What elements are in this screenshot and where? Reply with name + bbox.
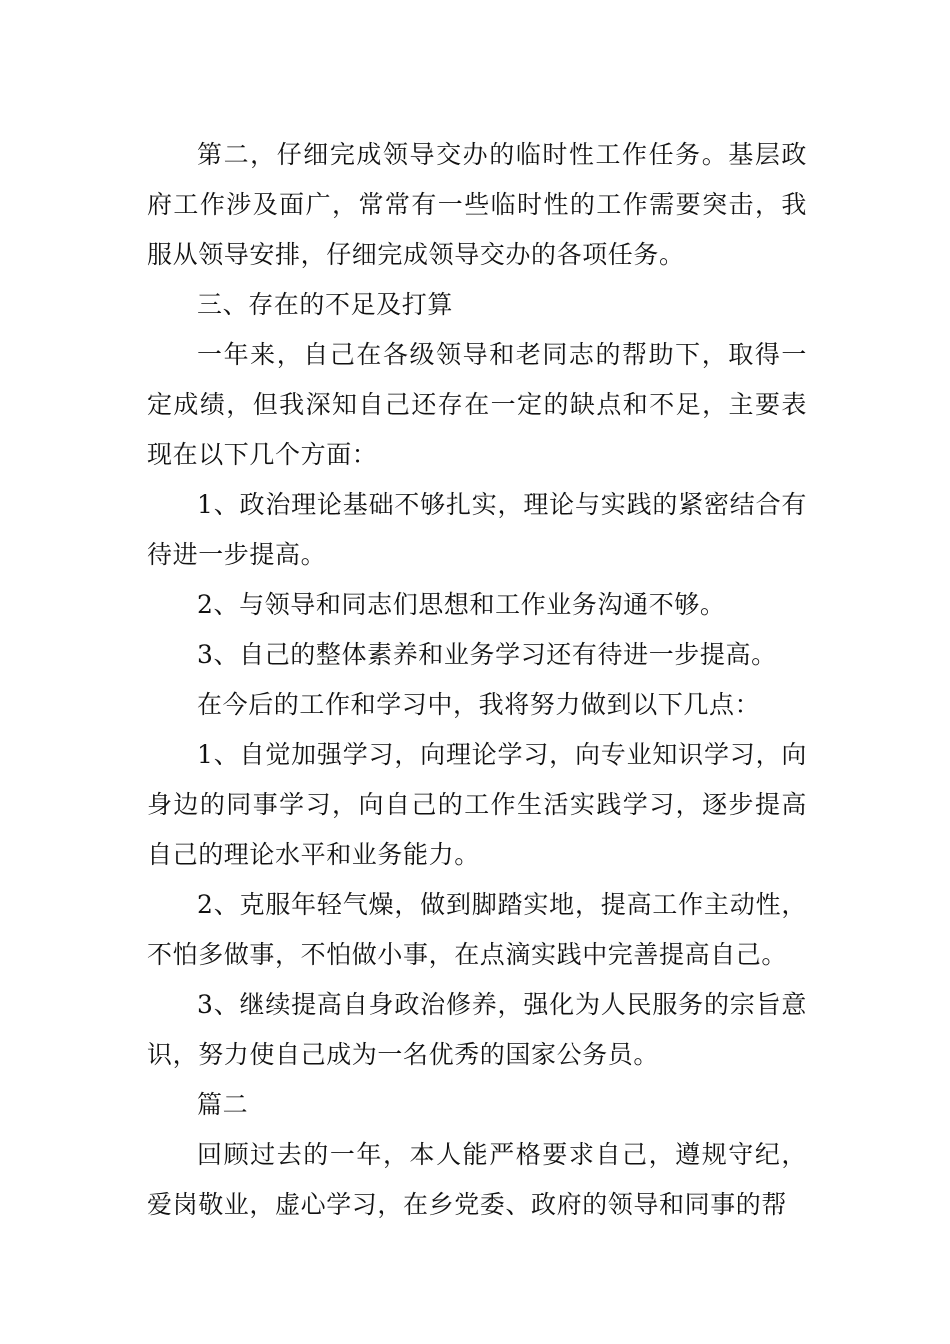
list-item-shortcoming-2: 2、与领导和同志们思想和工作业务沟通不够。 <box>197 590 726 619</box>
paragraph-temporary-tasks: 第二，仔细完成领导交办的临时性工作任务。基层政府工作涉及面广，常常有一些临时性的工作需要突击，我服从领导安排，仔细完成领导交办的各项任务。 <box>147 140 807 269</box>
list-item-shortcoming-1: 1、政治理论基础不够扎实，理论与实践的紧密结合有待进一步提高。 <box>147 490 807 569</box>
paragraph-plans-intro: 在今后的工作和学习中，我将努力做到以下几点： <box>197 690 761 719</box>
document-body <box>147 130 807 1230</box>
paragraph-review: 回顾过去的一年，本人能严格要求自己，遵规守纪，爱岗敬业，虚心学习，在乡党委、政府的领导和同事的帮 <box>147 1140 807 1219</box>
list-item-plan-2: 2、克服年轻气燥，做到脚踏实地，提高工作主动性，不怕多做事，不怕做小事，在点滴实践中完善提高自己。 <box>147 890 807 969</box>
list-item-plan-3: 3、继续提高自身政治修养，强化为人民服务的宗旨意识，努力使自己成为一名优秀的国家公务员。 <box>147 990 807 1069</box>
section-heading-part-two: 篇二 <box>197 1090 249 1119</box>
paragraph-shortcomings-intro: 一年来，自己在各级领导和老同志的帮助下，取得一定成绩，但我深知自己还存在一定的缺点和不足，主要表现在以下几个方面： <box>147 340 807 469</box>
list-item-plan-1: 1、自觉加强学习，向理论学习，向专业知识学习，向身边的同事学习，向自己的工作生活实践学习，逐步提高自己的理论水平和业务能力。 <box>147 740 807 869</box>
list-item-shortcoming-3: 3、自己的整体素养和业务学习还有待进一步提高。 <box>197 640 777 669</box>
section-heading-shortcomings: 三、存在的不足及打算 <box>197 290 454 319</box>
